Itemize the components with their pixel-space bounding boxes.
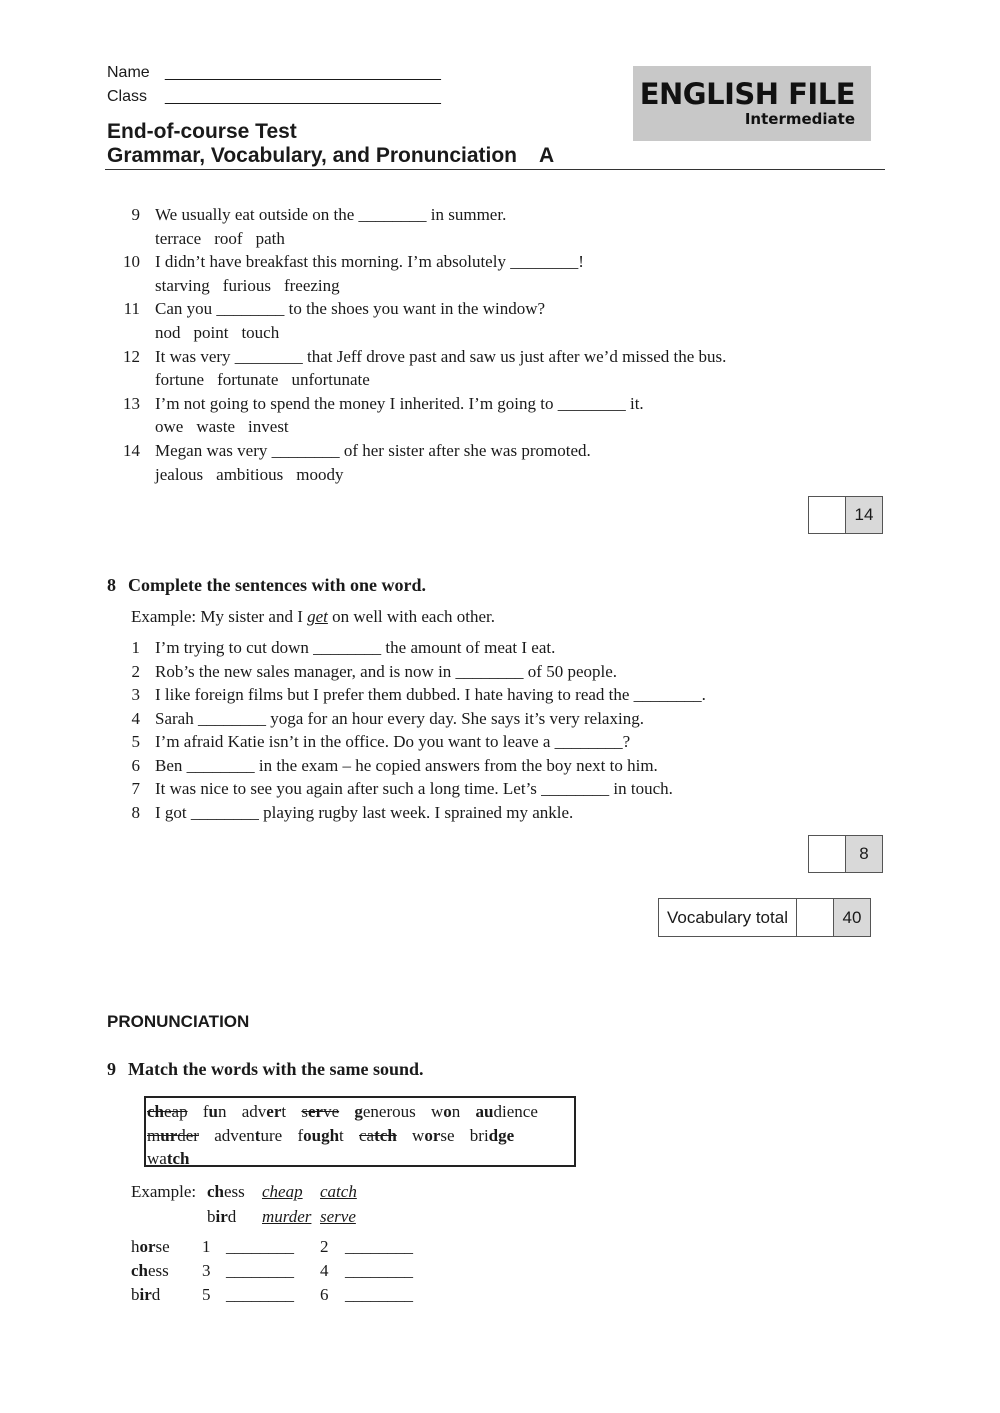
option-word[interactable]: nod xyxy=(155,322,181,342)
name-field[interactable]: _______________________________ xyxy=(165,64,441,81)
option-word[interactable]: fortunate xyxy=(217,370,279,390)
logo-level: Intermediate xyxy=(744,110,855,128)
item-number: 12 xyxy=(123,346,140,366)
answer-number: 5 xyxy=(202,1285,211,1304)
score-box-ex8 xyxy=(808,835,883,873)
word-sound: dge xyxy=(488,1125,515,1145)
option-word[interactable]: furious xyxy=(222,275,271,295)
word-part: w xyxy=(412,1125,425,1145)
box-word[interactable] xyxy=(242,1102,286,1121)
sound-word xyxy=(131,1261,169,1281)
word-part: f xyxy=(297,1125,304,1145)
box-word[interactable] xyxy=(354,1102,415,1121)
item-number: 1 xyxy=(131,638,140,657)
exercise-9-number: 9 xyxy=(107,1059,116,1079)
item-sentence: I’m afraid Katie isn’t in the office. Do you want to leave a ________? xyxy=(155,732,631,751)
item-options xyxy=(155,229,298,249)
item-number: 13 xyxy=(123,393,140,413)
answer-number: 6 xyxy=(320,1285,329,1304)
answer-blank[interactable]: ________ xyxy=(226,1237,294,1256)
score-box-ex7 xyxy=(808,496,883,534)
box-word[interactable] xyxy=(203,1102,227,1121)
vocabulary-total-input[interactable] xyxy=(797,899,834,936)
word-sound: er xyxy=(266,1102,282,1121)
answer-blank[interactable]: ________ xyxy=(226,1261,294,1280)
vocabulary-total-label: Vocabulary total xyxy=(659,899,797,936)
word-part: ca xyxy=(359,1125,375,1145)
page-title: End-of-course Test xyxy=(107,120,297,143)
exercise-8-number: 8 xyxy=(107,575,116,595)
item-sentence: Can you ________ to the shoes you want in the window? xyxy=(155,299,546,319)
option-word[interactable]: invest xyxy=(248,417,289,437)
word-sound: ir xyxy=(139,1285,152,1304)
item-sentence: I didn’t have breakfast this morning. I’m absolutely ________! xyxy=(155,252,584,272)
word-part: d xyxy=(151,1285,161,1304)
example-word xyxy=(207,1182,245,1202)
word-part: ess xyxy=(148,1261,169,1280)
word-sound: ch xyxy=(147,1102,164,1121)
option-word[interactable]: freezing xyxy=(283,275,340,295)
option-word[interactable]: owe xyxy=(155,417,184,437)
word-sound: u xyxy=(208,1102,218,1121)
item-options xyxy=(155,465,356,485)
item-number: 11 xyxy=(123,299,140,319)
vocabulary-total-max: 40 xyxy=(834,899,870,936)
item-number: 10 xyxy=(123,252,140,272)
word-sound: er xyxy=(307,1102,324,1121)
option-word[interactable]: moody xyxy=(296,464,344,484)
box-word[interactable] xyxy=(297,1126,343,1145)
word-part: d xyxy=(227,1206,237,1226)
exercise-8-instruction: Complete the sentences with one word. xyxy=(128,575,426,595)
word-part: h xyxy=(131,1237,140,1256)
exercise-8-heading xyxy=(107,575,426,596)
box-word[interactable] xyxy=(476,1102,538,1121)
test-version: A xyxy=(539,144,555,167)
english-file-logo xyxy=(633,66,871,141)
item-number: 6 xyxy=(131,755,140,775)
sound-word xyxy=(131,1285,160,1305)
word-part: adven xyxy=(214,1125,255,1145)
option-word[interactable]: point xyxy=(193,322,229,342)
word-part: der xyxy=(177,1125,199,1145)
word-sound: t xyxy=(254,1125,261,1145)
word-sound: tch xyxy=(166,1149,190,1168)
box-word[interactable] xyxy=(214,1126,282,1145)
class-field[interactable]: _______________________________ xyxy=(165,88,441,105)
item-number: 7 xyxy=(131,779,140,798)
word-part: se xyxy=(155,1237,170,1256)
word-part: ure xyxy=(260,1125,283,1145)
score-input-ex8[interactable] xyxy=(809,836,846,872)
word-sound: g xyxy=(354,1102,363,1121)
item-options xyxy=(155,276,353,296)
option-word[interactable]: starving xyxy=(155,275,210,295)
item-options xyxy=(155,323,292,343)
word-part: bri xyxy=(469,1125,489,1145)
exercise-9-heading xyxy=(107,1059,424,1080)
word-part: n xyxy=(217,1102,227,1121)
word-sound: ough xyxy=(303,1125,340,1145)
header-divider xyxy=(105,169,885,170)
word-sound: tch xyxy=(374,1125,397,1145)
example-word xyxy=(207,1207,236,1227)
option-word[interactable]: jealous xyxy=(155,464,204,484)
word-part: eap xyxy=(164,1102,188,1121)
box-word[interactable] xyxy=(412,1126,455,1145)
word-part: s xyxy=(301,1102,308,1121)
name-label: Name xyxy=(107,64,150,81)
example-answer: get xyxy=(307,607,328,626)
item-sentence: I’m not going to spend the money I inherited. I’m going to ________ it. xyxy=(155,393,644,413)
box-word[interactable] xyxy=(147,1149,190,1168)
word-sound: or xyxy=(424,1125,441,1145)
answer-blank[interactable]: ________ xyxy=(345,1261,413,1280)
word-part: m xyxy=(147,1125,161,1145)
word-sound: ch xyxy=(207,1182,224,1201)
score-input-ex7[interactable] xyxy=(809,497,846,533)
word-part: t xyxy=(339,1125,344,1145)
item-sentence: It was very ________ that Jeff drove past and saw us just after we’d missed the bus. xyxy=(155,346,727,366)
box-word[interactable] xyxy=(359,1126,397,1145)
item-number: 14 xyxy=(123,441,140,460)
answer-blank[interactable]: ________ xyxy=(226,1285,294,1304)
answer-number: 2 xyxy=(320,1237,329,1256)
option-word[interactable]: path xyxy=(255,228,285,248)
word-part: b xyxy=(131,1285,140,1304)
box-word[interactable] xyxy=(470,1126,514,1145)
box-word[interactable] xyxy=(301,1102,339,1121)
option-word[interactable]: roof xyxy=(214,228,243,248)
word-part: w xyxy=(431,1102,444,1121)
item-sentence: We usually eat outside on the ________ in summer. xyxy=(155,205,507,224)
word-sound: ir xyxy=(215,1206,228,1226)
word-part: wa xyxy=(147,1149,167,1168)
word-sound: au xyxy=(475,1102,494,1121)
word-sound: ch xyxy=(131,1261,148,1280)
item-number: 9 xyxy=(131,205,140,224)
exercise-8-example xyxy=(131,607,495,627)
word-part: dience xyxy=(493,1102,538,1121)
item-number: 8 xyxy=(131,802,140,822)
word-part: b xyxy=(207,1206,216,1226)
answer-blank[interactable]: ________ xyxy=(345,1237,413,1256)
item-sentence: Rob’s the new sales manager, and is now in ________ of 50 people. xyxy=(155,661,618,681)
box-word[interactable] xyxy=(431,1102,460,1121)
word-part: f xyxy=(202,1102,209,1121)
item-sentence: I like foreign films but I prefer them dubbed. I hate having to read the ________. xyxy=(155,685,706,704)
example-suffix: on well with each other. xyxy=(327,607,496,626)
answer-number: 3 xyxy=(202,1261,211,1280)
logo-brand: ENGLISH FILE xyxy=(639,77,855,111)
word-part: adv xyxy=(241,1102,267,1121)
item-number: 2 xyxy=(131,661,140,681)
example-answer: murder xyxy=(262,1206,312,1226)
item-sentence: I got ________ playing rugby last week. I sprained my ankle. xyxy=(155,802,574,822)
sound-word xyxy=(131,1237,170,1257)
item-sentence: It was nice to see you again after such a long time. Let’s ________ in touch. xyxy=(155,779,673,798)
example-answer: cheap xyxy=(262,1182,303,1201)
word-sound: ur xyxy=(160,1125,178,1145)
example-answer: catch xyxy=(320,1182,357,1201)
option-word[interactable]: terrace xyxy=(155,228,202,248)
item-sentence: I’m trying to cut down ________ the amount of meat I eat. xyxy=(155,638,556,657)
score-max-ex8: 8 xyxy=(846,836,882,872)
word-sound: o xyxy=(443,1102,452,1121)
word-part: ve xyxy=(323,1102,340,1121)
class-label: Class xyxy=(107,88,148,105)
page-subtitle xyxy=(107,144,554,168)
subtitle-text: Grammar, Vocabulary, and Pronunciation xyxy=(107,144,517,167)
word-part: se xyxy=(440,1125,455,1145)
option-word[interactable]: waste xyxy=(196,417,236,437)
exercise-9-instruction: Match the words with the same sound. xyxy=(128,1059,424,1079)
box-word[interactable] xyxy=(147,1126,199,1145)
example-label: Example: xyxy=(131,1182,197,1201)
word-sound: or xyxy=(139,1237,156,1256)
answer-number: 4 xyxy=(320,1261,329,1280)
vocabulary-total-box xyxy=(658,898,871,937)
item-options xyxy=(155,370,383,390)
word-box xyxy=(144,1096,576,1167)
option-word[interactable]: ambitious xyxy=(216,464,284,484)
item-sentence: Sarah ________ yoga for an hour every day. She says it’s very relaxing. xyxy=(155,708,644,728)
item-sentence: Ben ________ in the exam – he copied answers from the boy next to him. xyxy=(155,755,658,775)
option-word[interactable]: fortune xyxy=(155,370,205,390)
word-part: ess xyxy=(224,1182,245,1201)
option-word[interactable]: unfortunate xyxy=(291,370,370,390)
word-part: enerous xyxy=(362,1102,416,1121)
answer-blank[interactable]: ________ xyxy=(345,1285,413,1304)
answer-number: 1 xyxy=(202,1237,211,1256)
item-sentence: Megan was very ________ of her sister after she was promoted. xyxy=(155,441,591,460)
item-options xyxy=(155,417,302,437)
pronunciation-heading: PRONUNCIATION xyxy=(107,1012,250,1031)
option-word[interactable]: touch xyxy=(241,322,280,342)
score-max-ex7: 14 xyxy=(846,497,882,533)
word-part: n xyxy=(451,1102,461,1121)
box-word[interactable] xyxy=(147,1102,188,1121)
item-number: 4 xyxy=(131,708,140,728)
example-answer: serve xyxy=(320,1206,356,1226)
item-number: 3 xyxy=(131,685,140,704)
item-number: 5 xyxy=(131,732,140,751)
word-part: t xyxy=(281,1102,287,1121)
example-prefix: Example: My sister and I xyxy=(131,607,308,626)
